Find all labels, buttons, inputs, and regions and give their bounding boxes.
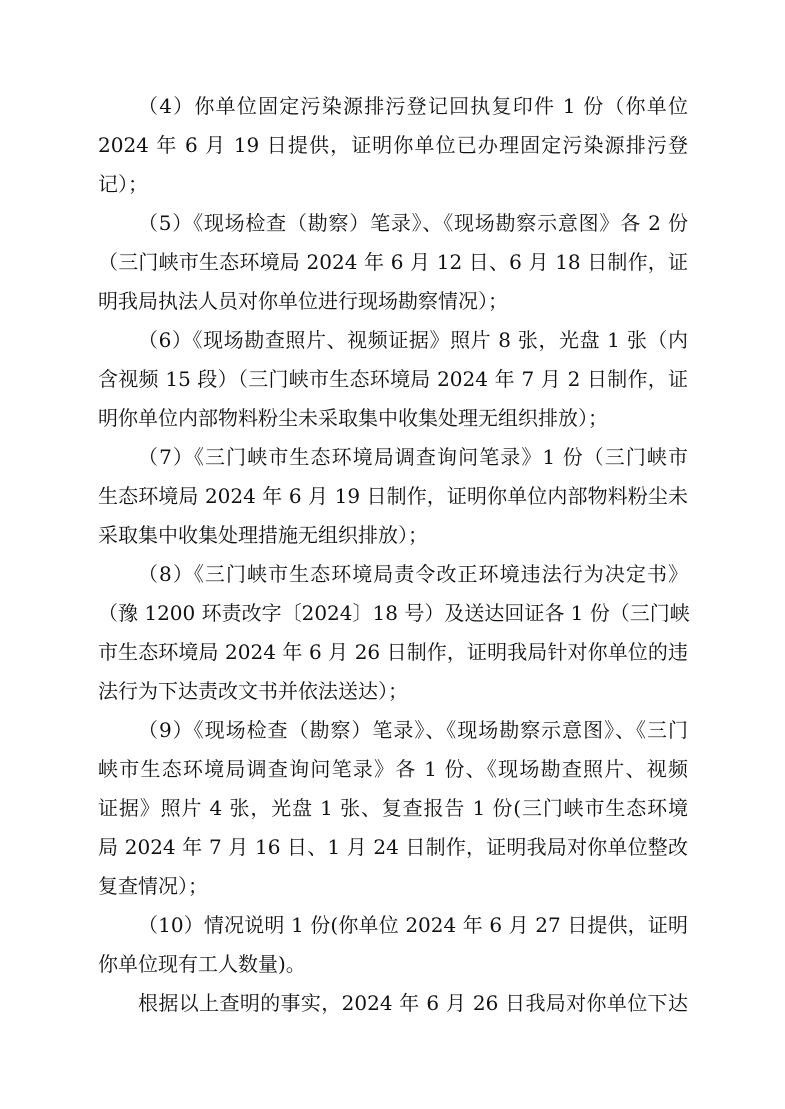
text-line: 生态环境局 2024 年 6 月 19 日制作，证明你单位内部物料粉尘未 xyxy=(98,484,688,508)
text-line: （豫 1200 环责改字〔2024〕18 号）及送达回证各 1 份（三门峡 xyxy=(98,601,690,625)
text-line: 明你单位内部物料粉尘未采取集中收集处理无组织排放）； xyxy=(98,406,608,430)
text-line: 峡市生态环境局调查询问笔录》各 1 份、《现场勘查照片、视频 xyxy=(98,757,688,781)
text-line: 复查情况）； xyxy=(98,874,208,898)
text-line: 市生态环境局 2024 年 6 月 26 日制作，证明我局针对你单位的违 xyxy=(98,640,688,664)
text-line: （5）《现场检查（勘察）笔录》、《现场勘察示意图》各 2 份 xyxy=(138,211,688,235)
text-line: （7）《三门峡市生态环境局调查询问笔录》1 份（三门峡市 xyxy=(138,445,688,469)
text-line: （9）《现场检查（勘察）笔录》、《现场勘察示意图》、《三门 xyxy=(138,718,688,742)
text-line: （4）你单位固定污染源排污登记回执复印件 1 份（你单位 xyxy=(138,94,688,118)
text-line: （8）《三门峡市生态环境局责令改正环境违法行为决定书》 xyxy=(138,562,688,586)
text-line: 含视频 15 段）（三门峡市生态环境局 2024 年 7 月 2 日制作，证 xyxy=(98,367,688,391)
text-line: （6）《现场勘查照片、视频证据》照片 8 张，光盘 1 张（内 xyxy=(138,328,688,352)
text-line: 记）； xyxy=(98,172,148,196)
text-line: 法行为下达责改文书并依法送达）； xyxy=(98,679,408,703)
text-line: （10）情况说明 1 份(你单位 2024 年 6 月 27 日提供，证明 xyxy=(138,913,688,937)
text-line: 明我局执法人员对你单位进行现场勘察情况）； xyxy=(98,289,508,313)
text-line: 采取集中收集处理措施无组织排放）； xyxy=(98,523,428,547)
text-line: 证据》照片 4 张，光盘 1 张、复查报告 1 份(三门峡市生态环境 xyxy=(98,796,688,820)
text-line: 局 2024 年 7 月 16 日、1 月 24 日制作，证明我局对你单位整改 xyxy=(98,835,688,859)
text-line: 2024 年 6 月 19 日提供，证明你单位已办理固定污染源排污登 xyxy=(98,133,688,157)
text-line: 你单位现有工人数量)。 xyxy=(98,952,306,976)
text-line: 根据以上查明的事实，2024 年 6 月 26 日我局对你单位下达 xyxy=(138,991,688,1015)
text-line: （三门峡市生态环境局 2024 年 6 月 12 日、6 月 18 日制作，证 xyxy=(98,250,688,274)
